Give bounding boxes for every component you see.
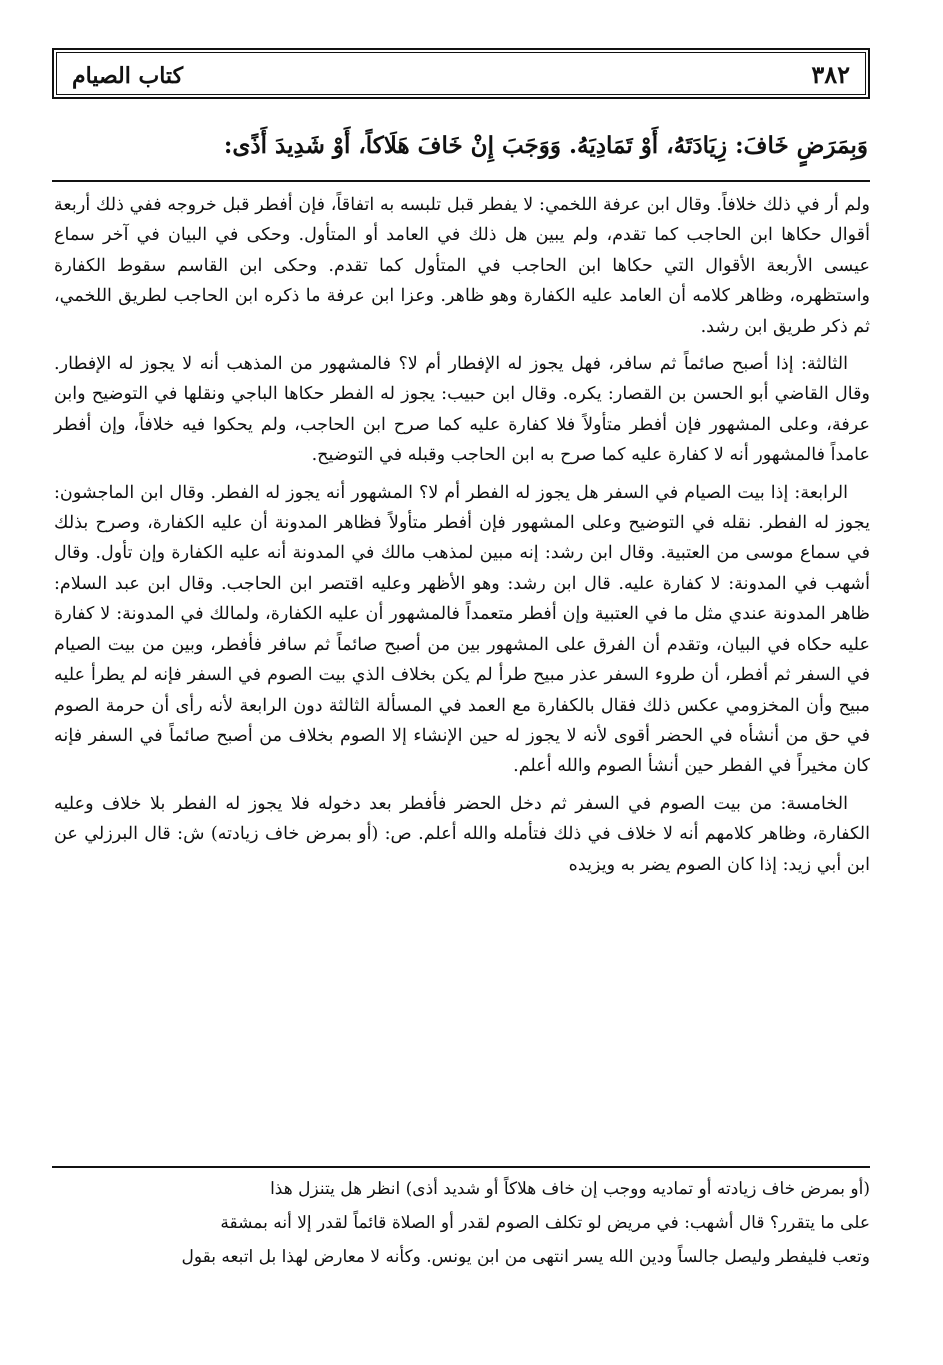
book-page	[52, 48, 872, 1333]
footnote-line: (أو بمرض خاف زيادته أو تماديه ووجب إن خاف هلاكاً أو شديد أذى) انظر هل يتنزل هذا	[270, 1179, 870, 1199]
book-title: كتاب الصيام	[72, 63, 184, 89]
commentary-paragraph: الثالثة: إذا أصبح صائماً ثم سافر، فهل يجوز له الإفطار أم لا؟ فالمشهور من المذهب أنه لا يجوز له الإفطار. وقال القاضي أبو الحسن بن القصار: يكره. وقال ابن حبيب: يجوز له الفطر حكاها الباجي ونقلها في التوضيح وابن عرفة، وعلى المشهور فإن أفطر متأولاً فلا كفارة عليه كما صرح ابن الحاجب، ولم يحكوا فيه خلافاً، وإن أفطر عامداً فالمشهور أنه لا كفارة عليه كما صرح به ابن الحاجب وقبله في التوضيح.	[54, 354, 870, 466]
footnote-body	[54, 1172, 870, 1274]
page-number: ٣٨٢	[811, 60, 850, 89]
matn-text: وَبِمَرَضٍ خَافَ: زِيَادَتَهُ، أَوْ تَمَادِيَهُ. وَوَجَبَ إِنْ خَافَ هَلَاكاً، أَوْ شَدِيدَ أَذًى:	[223, 132, 868, 159]
footnote-separator-rule	[52, 1166, 870, 1168]
footnote-line: وتعب فليفطر وليصل جالساً ودين الله يسر انتهى من ابن يونس. وكأنه لا معارض لهذا بل اتبعه بقول	[181, 1247, 870, 1267]
matn-separator-rule	[52, 180, 870, 182]
commentary-body	[54, 190, 870, 887]
commentary-paragraph: ولم أر في ذلك خلافاً. وقال ابن عرفة اللخمي: لا يفطر قبل تلبسه به اتفاقاً، فإن أفطر قبل خروجه ففي ذلك أربعة أقوال حكاها ابن الحاجب كما تقدم، ولم يبين هل ذلك في العامد أو المتأول. وحكى في البيان في آخر سماع عيسى الأربعة الأقوال التي حكاها ابن الحاجب في المتأول كما تقدم. وحكى ابن القاسم سقوط الكفارة واستظهره، وظاهر كلامه أن العامد عليه الكفارة وهو ظاهر. وعزا ابن عرفة ما ذكره ابن الحاجب لطريق اللخمي، ثم ذكر طريق ابن رشد.	[54, 195, 870, 337]
page-header	[52, 48, 870, 99]
footnote-line: على ما يتقرر؟ قال أشهب: في مريض لو تكلف الصوم لقدر أو الصلاة قائماً لقدر إلا أنه بمشقة	[220, 1213, 870, 1233]
commentary-paragraph: الرابعة: إذا بيت الصيام في السفر هل يجوز له الفطر أم لا؟ المشهور أنه يجوز له الفطر. وقال ابن الماجشون: يجوز له الفطر. نقله في التوضيح وعلى المشهور فإن أفطر متأولاً فظاهر المدونة أن عليه الكفارة، وصرح بذلك في سماع موسى من العتبية. وقال ابن رشد: إنه مبين لمذهب مالك في المدونة أنه عليه الكفارة وإن تأول. وقال أشهب في المدونة: لا كفارة عليه. قال ابن رشد: وهو الأظهر وعليه اقتصر ابن الحاجب. وقال ابن عبد السلام: ظاهر المدونة عندي مثل ما في العتبية وإن أفطر متعمداً فالمشهور أن عليه الكفارة، ولمالك في المدونة: لا كفارة عليه حكاه في البيان، وتقدم أن الفرق على المشهور بين من أصبح صائماً ثم سافر فأفطر، وبين من بيت الصيام في السفر ثم أفطر، أن طروء السفر عذر مبيح طرأ لم يكن بخلاف الذي بيت الصوم في السفر فإنه لم يطرأ عليه مبيح وأن المخزومي عكس ذلك فقال بالكفارة مع العمد في المسألة الثالثة دون الرابعة لأنه رأى أن حرمة الصوم في حق من أنشأه في الحضر أقوى لأنه لا يجوز له حين الإنشاء إلا الصوم بخلاف من أصبح صائماً في السفر فإنه كان مخيراً في الفطر حين أنشأ الصوم والله أعلم.	[54, 482, 870, 777]
commentary-paragraph: الخامسة: من بيت الصوم في السفر ثم دخل الحضر فأفطر بعد دخوله فلا يجوز له الفطر بلا خلاف وعليه الكفارة، وظاهر كلامهم أنه لا خلاف في ذلك فتأمله والله أعلم. ص: (أو بمرض خاف زيادته) ش: قال البرزلي عن ابن أبي زيد: إذا كان الصوم يضر به ويزيده	[54, 793, 870, 875]
